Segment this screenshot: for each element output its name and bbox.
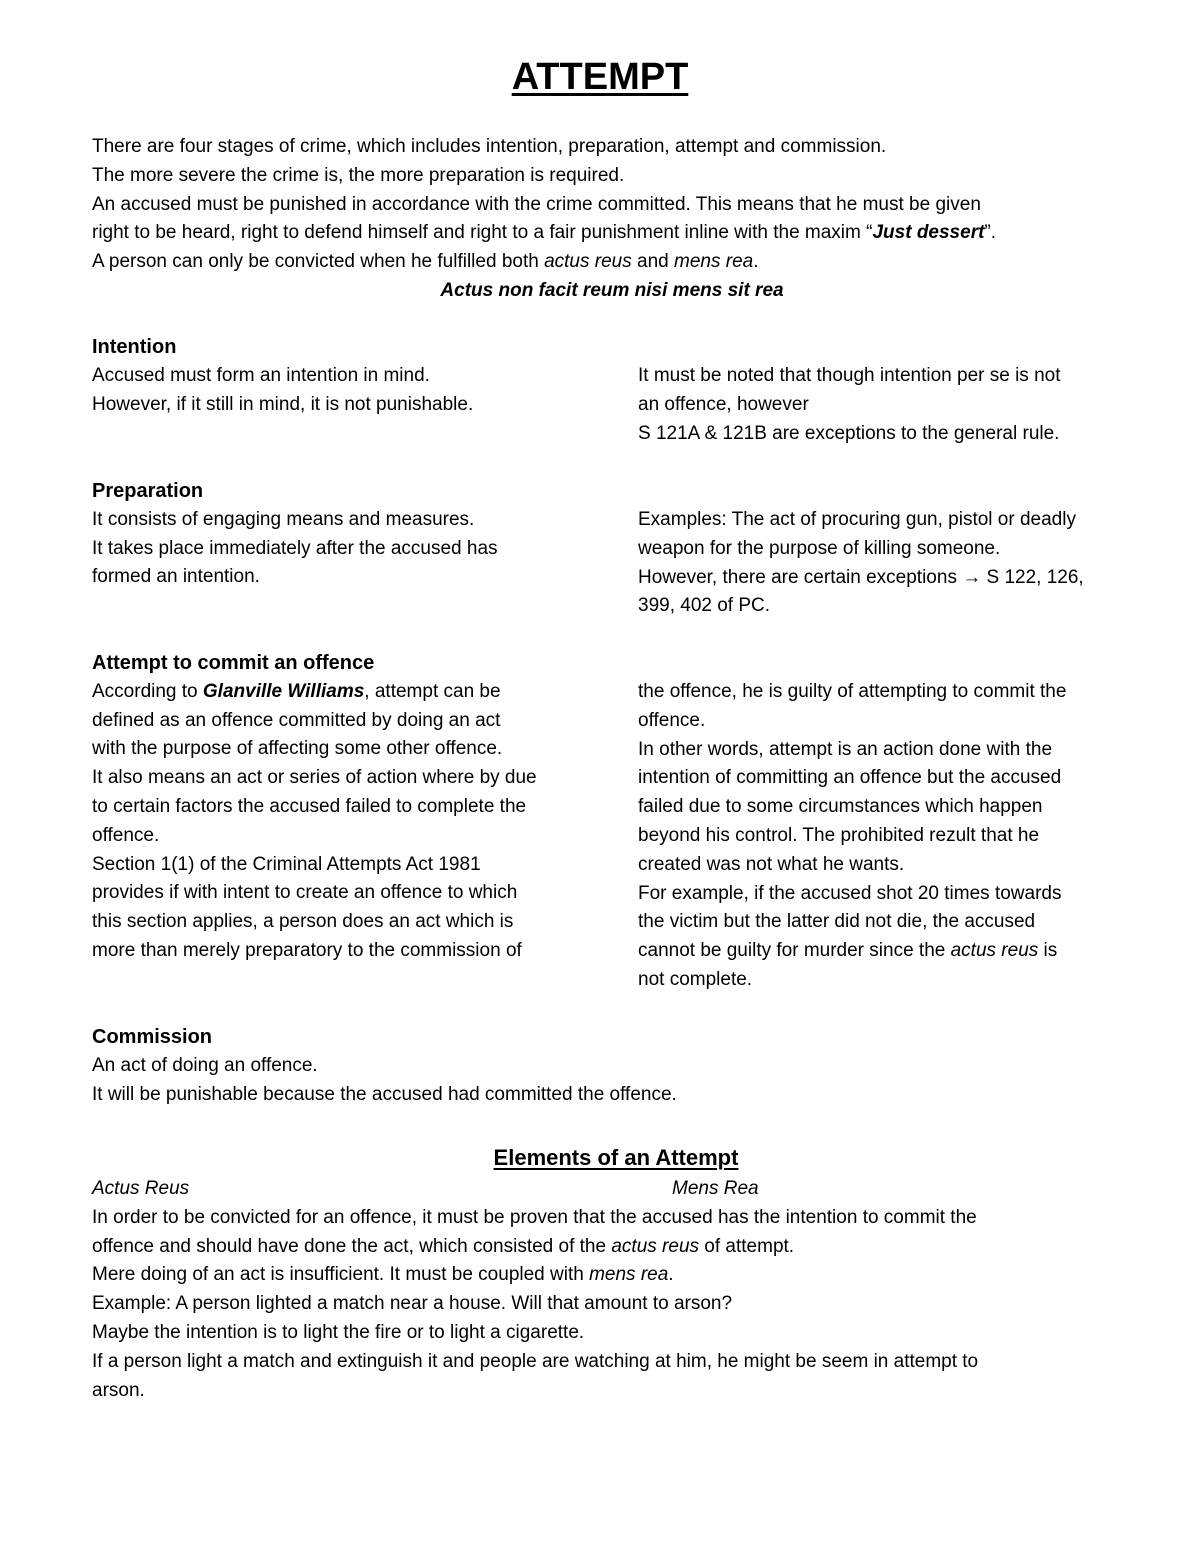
body-line: not complete.	[638, 968, 753, 990]
body-line: In order to be convicted for an offence, it must be proven that the accused has the intention to commit the	[92, 1206, 977, 1228]
body-line: Example: A person lighted a match near a house. Will that amount to arson?	[92, 1293, 733, 1315]
body-line: offence.	[92, 824, 160, 846]
commission-section	[92, 1023, 1092, 1109]
intro-line: A person can only be convicted when he fulfilled both actus reus and mens rea.	[92, 251, 759, 273]
attempt-right	[638, 678, 1158, 995]
body-line: It will be punishable because the accused had committed the offence.	[92, 1083, 677, 1105]
page-title: ATTEMPT	[511, 56, 689, 98]
body-line: defined as an offence committed by doing an act	[92, 709, 501, 731]
body-line: arson.	[92, 1379, 145, 1401]
mens-rea-label: Mens Rea	[672, 1178, 759, 1199]
body-line: S 121A & 121B are exceptions to the general rule.	[638, 422, 1060, 444]
intro-line: An accused must be punished in accordance with the crime committed. This means that he must be given	[92, 193, 981, 215]
glanville-williams-name: Glanville Williams	[202, 680, 365, 702]
elements-section	[92, 1175, 1152, 1405]
body-line: However, if it still in mind, it is not punishable.	[92, 393, 474, 415]
body-line: Accused must form an intention in mind.	[92, 364, 430, 386]
intention-heading: Intention	[92, 336, 177, 358]
body-line: offence and should have done the act, which consisted of the actus reus of attempt.	[92, 1235, 795, 1257]
body-line: with the purpose of affecting some other offence.	[92, 738, 503, 760]
body-line: For example, if the accused shot 20 times towards	[638, 882, 1062, 904]
actus-reus-label: Actus Reus	[92, 1178, 190, 1199]
body-line: the offence, he is guilty of attempting to commit the	[638, 681, 1067, 702]
intro-line: The more severe the crime is, the more preparation is required.	[92, 164, 625, 186]
body-line: Examples: The act of procuring gun, pistol or deadly	[638, 509, 1076, 530]
body-line: beyond his control. The prohibited rezult that he	[638, 824, 1040, 846]
intro-line: There are four stages of crime, which includes intention, preparation, attempt and commission.	[92, 136, 887, 157]
body-line: Section 1(1) of the Criminal Attempts Act 1981	[92, 853, 481, 875]
just-dessert-term: Just dessert	[872, 222, 985, 244]
body-line: cannot be guilty for murder since the actus reus is	[638, 940, 1058, 962]
intro-section	[92, 133, 1132, 306]
body-line: failed due to some circumstances which happen	[638, 796, 1043, 818]
preparation-left	[92, 477, 612, 592]
body-line: However, there are certain exceptions → S 122, 126,	[638, 566, 1084, 588]
attempt-left	[92, 649, 612, 966]
body-line: According to Glanville Williams, attempt can be	[92, 680, 501, 702]
body-line: An act of doing an offence.	[92, 1054, 318, 1076]
body-line: It consists of engaging means and measures.	[92, 508, 475, 530]
body-line: an offence, however	[638, 393, 809, 415]
body-line: provides if with intent to create an offence to which	[92, 882, 518, 904]
body-line: It must be noted that though intention per se is not	[638, 365, 1061, 386]
intro-line: right to be heard, right to defend himself and right to a fair punishment inline with the maxim “Just dessert”.	[92, 222, 997, 244]
body-line: In other words, attempt is an action done with the	[638, 738, 1053, 760]
body-line: Maybe the intention is to light the fire or to light a cigarette.	[92, 1321, 585, 1343]
body-line: the victim but the latter did not die, the accused	[638, 911, 1036, 933]
body-line: weapon for the purpose of killing someone.	[638, 537, 1001, 559]
preparation-right	[638, 506, 1158, 621]
elements-heading: Elements of an Attempt	[493, 1145, 739, 1170]
body-line: 399, 402 of PC.	[638, 595, 771, 617]
body-line: this section applies, a person does an act which is	[92, 911, 514, 933]
body-line: It takes place immediately after the accused has	[92, 537, 498, 559]
body-line: If a person light a match and extinguish it and people are watching at him, he might be seem in attempt to	[92, 1350, 979, 1372]
body-line: formed an intention.	[92, 566, 260, 588]
preparation-heading: Preparation	[92, 480, 204, 502]
body-line: more than merely preparatory to the commission of	[92, 939, 522, 961]
intention-right	[638, 362, 1158, 448]
body-line: It also means an act or series of action where by due	[92, 767, 537, 789]
arrow-icon: →	[962, 566, 982, 588]
body-line: intention of committing an offence but the accused	[638, 767, 1062, 789]
latin-maxim: Actus non facit reum nisi mens sit rea	[440, 279, 784, 301]
intention-left	[92, 333, 612, 419]
body-line: offence.	[638, 709, 706, 731]
body-line: to certain factors the accused failed to complete the	[92, 795, 527, 817]
attempt-heading: Attempt to commit an offence	[92, 652, 375, 674]
body-line: created was not what he wants.	[638, 853, 905, 875]
body-line: Mere doing of an act is insufficient. It must be coupled with mens rea.	[92, 1264, 674, 1286]
commission-heading: Commission	[92, 1026, 213, 1048]
